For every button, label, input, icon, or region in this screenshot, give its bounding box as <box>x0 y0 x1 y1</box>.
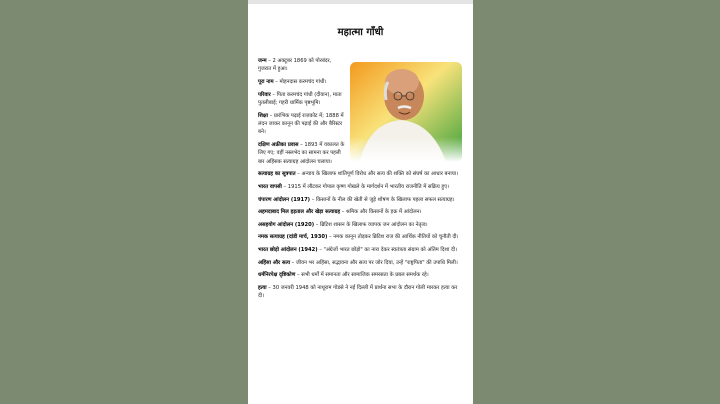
document-page <box>248 4 473 404</box>
item-text: – पिता करमचंद गांधी (दीवान), माता पुतलीबाई; गहरी धार्मिक पृष्ठभूमि। <box>258 91 342 106</box>
item-label: हत्या <box>258 284 267 291</box>
list-item <box>258 221 460 229</box>
item-text: – 1893 में वकालत के लिए गए; वहीं नस्लभेद का सामना कर पहली बार अहिंसक सत्याग्रह आंदोलन चलाया। <box>258 142 345 165</box>
item-text: – "अंग्रेजों भारत छोड़ो" का नारा देकर स्वतंत्रता संग्राम को अंतिम दिशा दी। <box>317 246 458 253</box>
page-title: महात्मा गाँधी <box>337 27 384 38</box>
list-item <box>258 183 460 191</box>
item-label: पूरा नाम <box>258 79 274 85</box>
item-text: – मोहनदास करमचंद गांधी। <box>273 79 327 85</box>
item-text: – नमक कानून तोड़कर ब्रिटिश राज की आर्थिक नीतियों को चुनौती दी। <box>327 234 459 241</box>
item-text: – जीवन भर अहिंसा, सद्भावना और सत्य पर जोर दिया, उन्हें "राष्ट्रपिता" की उपाधि मिली। <box>289 259 458 266</box>
list-item <box>258 284 460 301</box>
item-label: भारत छोड़ो आंदोलन (1942) <box>258 246 318 253</box>
item-label: असहयोग आंदोलन (1920) <box>258 221 315 228</box>
item-text: – 2 अक्टूबर 1869 को पोरबंदर, गुजरात में हुआ। <box>258 58 332 73</box>
list-item <box>258 259 460 267</box>
item-text: – प्रारंभिक पढ़ाई राजकोट में; 1888 में लंदन जाकर कानून की पढ़ाई की और बैरिस्टर बने। <box>258 112 344 136</box>
list-item <box>258 196 460 204</box>
item-text: – अन्याय के खिलाफ शांतिपूर्ण विरोध और सत्य की शक्ति को संघर्ष का आधार बनाया। <box>295 171 459 178</box>
list-item <box>258 208 460 216</box>
item-label: भारत वापसी <box>258 184 282 190</box>
list-item <box>258 246 460 254</box>
item-label: शिक्षा <box>258 112 268 119</box>
item-text: – सभी धर्मों में समानता और सामाजिक समरसता के प्रबल समर्थक रहे। <box>295 272 429 279</box>
item-label: चंपारण आंदोलन (1917) <box>258 196 311 203</box>
list-item <box>258 233 460 241</box>
document-body <box>258 57 460 305</box>
item-label: धर्मनिरपेक्ष दृष्टिकोण <box>258 272 296 279</box>
item-text: – किसानों के नील की खेती से जुड़े शोषण के खिलाफ पहला सफल सत्याग्रह। <box>310 196 455 203</box>
item-label: परिवार <box>258 91 271 98</box>
item-text: – श्रमिक और किसानों के हक़ में आंदोलन। <box>340 209 422 216</box>
item-label: सत्याग्रह का सूत्रपात <box>258 171 296 178</box>
item-label: नमक सत्याग्रह (दांडी मार्च, 1930) <box>258 234 328 241</box>
item-label: अहमदाबाद मिल हड़ताल और खेड़ा सत्याग्रह <box>258 209 341 216</box>
gandhi-portrait-icon <box>350 62 462 162</box>
item-label: जन्म <box>258 58 267 64</box>
item-label: दक्षिण अफ्रीका प्रवास <box>258 142 299 148</box>
list-item <box>258 170 460 178</box>
item-label: अहिंसा और सत्य <box>258 259 290 266</box>
item-text: – 1915 में लौटकर गोपाल कृष्ण गोखले के मार्गदर्शन में भारतीय राजनीति में सक्रिय हुए। <box>281 184 450 190</box>
list-item <box>258 271 460 279</box>
item-text: – ब्रिटिश शासन के खिलाफ व्यापक जन आंदोलन का नेतृत्व। <box>314 221 428 228</box>
item-text: – 30 जनवरी 1948 को नाथूराम गोडसे ने नई दिल्ली में प्रार्थना सभा के दौरान गोली मारकर हत्या कर दी। <box>258 284 458 300</box>
